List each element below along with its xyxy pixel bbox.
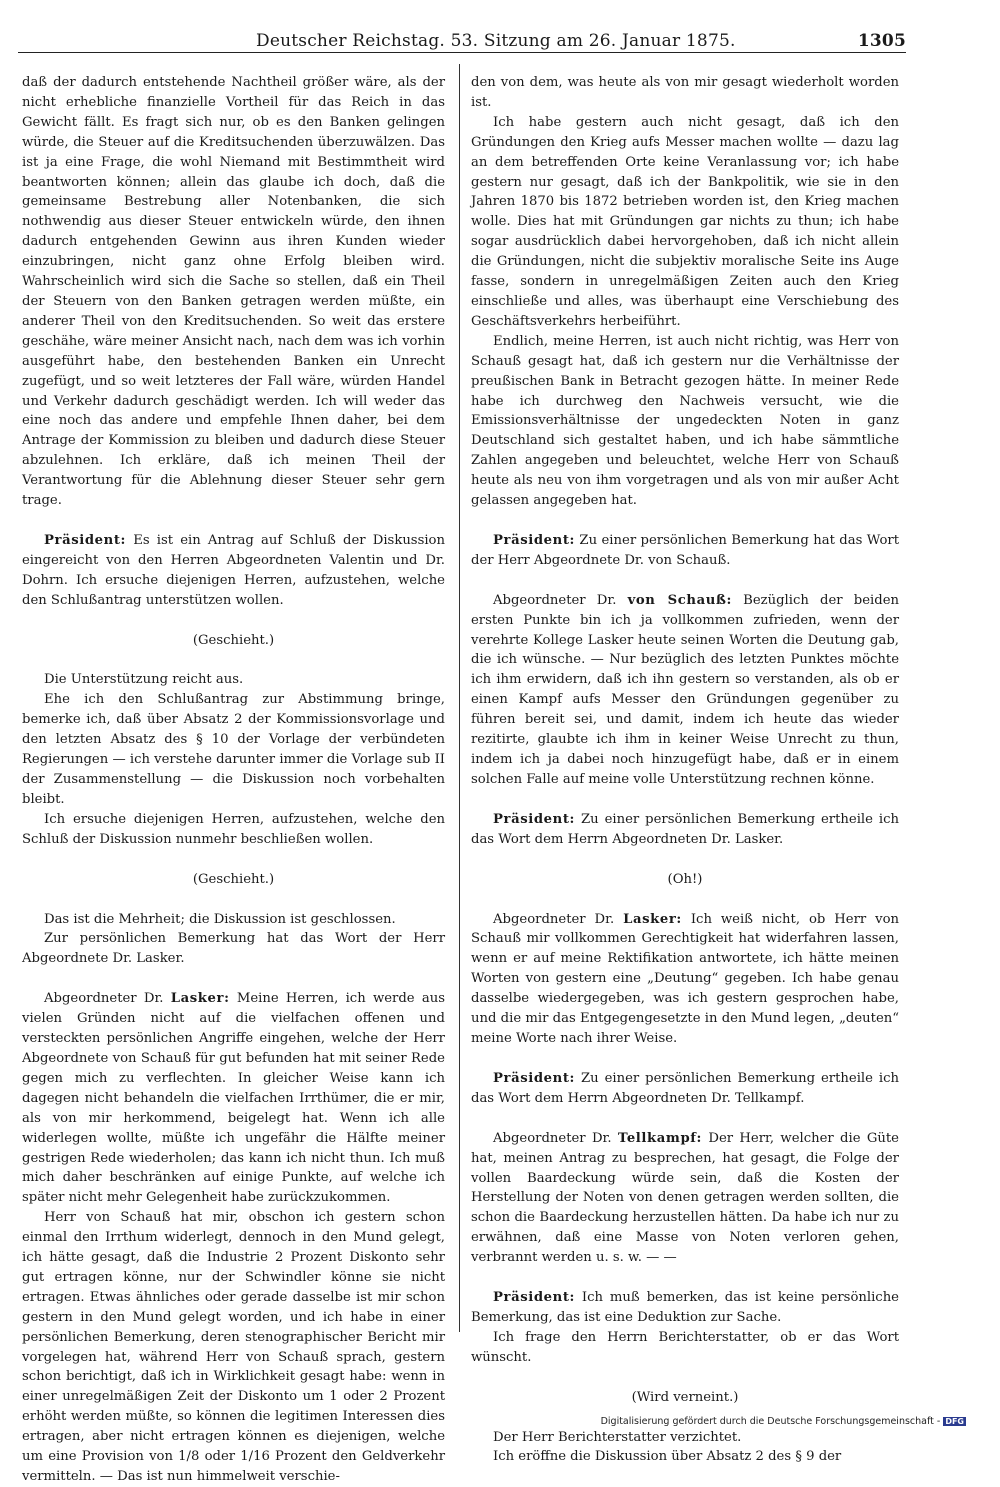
paragraph [22,531,445,611]
speaker-label: von Schauß: [627,592,732,608]
paragraph [471,591,899,790]
speech-text: Bezüglich der beiden ersten Punkte bin ich ja vollkommen zufrieden, wenn der verehrte Kollege Lasker heute seinen Worten die Deutung gab, die ich wünsche. — Nur bezüglich des letzten Punktes möchte ich ihm erwidern, daß ich ihn gestern so verstanden, als ob er einen Kampf aufs Messer den Gründungen gegenüber zu führen bereit sei, und damit, indem ich heute das wieder rezitirte, glaubte ich ihm in keiner Weise Unrecht zu thun, indem ich ja dabei noch hinzugefügt habe, daß er in einem solchen Falle auf meine volle Unterstützung rechnen könne. [471,592,899,787]
paragraph: Ich frage den Herrn Berichterstatter, ob er das Wort wünscht. [471,1329,899,1365]
speaker-prefix: Abgeordneter Dr. [493,911,624,927]
right-column [471,73,899,1467]
paragraph [471,531,899,571]
speaker-label: Präsident: [44,532,127,548]
paragraph [471,1129,899,1268]
stage-direction: (Geschieht.) [192,632,275,648]
stage-direction: (Geschieht.) [192,871,275,887]
paragraph [471,1069,899,1109]
speaker-prefix: Abgeordneter Dr. [44,991,171,1007]
paragraph: daß der dadurch entstehende Nachtheil größer wäre, als der nicht erhebliche finanzielle Vortheil für das Reich in das Gewicht fällt. Es fragt sich nur, ob es den Banken gelingen würde, die Steuer auf die Kreditsuchenden überzuwälzen. Das ist ja eine Frage, die wohl Niemand mit Bestimmtheit wird beantworten können; allein das glaube ich doch, daß die gemeinsame Bestrebung aller Notenbanken, die sich nothwendig aus dieser Steuer entwickeln würde, den ihnen dadurch entgehenden Gewinn aus ihren Kunden wieder einzubringen, nicht ganz ohne Erfolg bleiben wird. Wahrscheinlich wird sich die Sache so stellen, daß ein Theil der Steuern von den Banken getragen werden müßte, ein anderer Theil von den Kreditsuchenden. So weit das erstere geschähe, wäre meiner Ansicht nach, nach dem was ich vorhin ausgeführt habe, den bestehenden Banken ein Unrecht zugefügt, und so weit letzteres der Fall wäre, würden Handel und Verkehr dadurch geschädigt werden. Ich will weder das eine noch das andere und empfehle Ihnen daher, bei dem Antrage der Kommission zu bleiben und dadurch diese Steuer abzulehnen. Ich erkläre, daß ich meinen Theil der Verantwortung für die Ablehnung dieser Steuer sehr gern trage. [22,75,445,509]
stage-direction: (Wird verneint.) [631,1389,739,1405]
speaker-label: Präsident: [493,1070,576,1086]
speaker-prefix: Abgeordneter Dr. [493,1130,618,1146]
paragraph [471,810,899,850]
paragraph: Der Herr Berichterstatter verzichtet. [493,1429,742,1445]
speech-text: Der Herr, welcher die Güte hat, meinen Antrag zu besprechen, hat gesagt, die Folge der vollen Baardeckung würde sein, daß die Kosten der Herstellung der Noten von denen getragen werden sollten, die schon die Baardeckung herzustellen hätten. Da habe ich nur zu erwähnen, daß eine Masse von Noten verloren gehen, verbrannt werden u. s. w. — — [471,1130,899,1266]
speaker-prefix: Abgeordneter Dr. [493,592,628,608]
paragraph: Ich ersuche diejenigen Herren, aufzustehen, welche den Schluß der Diskussion nunmehr beschließen wollen. [22,811,445,847]
speech-text: Es ist ein Antrag auf Schluß der Diskussion eingereicht von den Herren Abgeordneten Valentin und Dr. Dohrn. Ich ersuche diejenigen Herren, aufzustehen, welche den Schlußantrag unterstützen wollen. [22,532,445,608]
speaker-label: Präsident: [493,1290,576,1306]
paragraph [471,1288,899,1328]
speaker-label: Präsident: [493,811,576,827]
speaker-label: Lasker: [170,991,230,1007]
paragraph: Das ist die Mehrheit; die Diskussion ist geschlossen. [44,911,396,927]
digitization-credit [601,1416,966,1427]
paragraph: Herr von Schauß hat mir, obschon ich gestern schon einmal den Irrthum widerlegt, dennoch in den Mund gelegt, ich hätte gesagt, daß die Industrie 2 Prozent Diskonto sehr gut ertragen könne, nur der Schwindler könne sie nicht ertragen. Etwas ähnliches oder gerade dasselbe ist mir schon gestern in den Mund gelegt worden, und ich habe in einer persönlichen Bemerkung, deren stenographischer Bericht mir vorgelegen hat, während Herr von Schauß sprach, gestern schon berichtigt, daß ich in Wirklichkeit gesagt habe: wenn in einer unregelmäßigen Zeit der Diskonto um 1 oder 2 Prozent erhöht werden müßte, so können die legitimen Interessen dies ertragen, aber nicht ertragen können es diejenigen, welche um eine Provision von 1/8 oder 1/16 Prozent den Geldverkehr vermitteln. — Das ist nun himmelweit verschie- [22,1210,445,1484]
speech-text: Ich weiß nicht, ob Herr von Schauß mir vollkommen Gerechtigkeit hat widerfahren lassen, wenn er auf meine Rektifikation antwortete, ich hätte meinen Worten von gestern eine „Deutung“ gegeben. Ich habe genau dasselbe wiedergegeben, was ich gestern gesprochen habe, und die mir das Entgegengesetzte in den Mund legen, „deuten“ meine Worte nach ihrer Weise. [471,911,900,1046]
paragraph: Zur persönlichen Bemerkung hat das Wort der Herr Abgeordnete Dr. Lasker. [22,931,445,967]
speaker-label: Präsident: [493,532,576,548]
stage-direction: (Oh!) [667,871,703,887]
paragraph: den von dem, was heute als von mir gesagt wiederholt worden ist. [471,75,899,110]
page-number: 1305 [857,31,906,51]
speech-text: Zu einer persönlichen Bemerkung ertheile ich das Wort dem Herrn Abgeordneten Dr. Lasker. [471,811,899,847]
paragraph: Ich eröffne die Diskussion über Absatz 2 des § 9 der [493,1449,842,1465]
paragraph [22,989,445,1208]
speaker-label: Tellkampf: [617,1130,703,1146]
speech-text: Meine Herren, ich werde aus vielen Gründen nicht auf die vielfachen offenen und versteckten persönlichen Angriffe eingehen, welche der Herr Abgeordnete von Schauß für gut befunden hat mit seiner Rede gegen mich zu verflechten. In gleicher Weise kann ich dagegen nicht behandeln die vielfachen Irrthümer, die er mir, als von mir herkommend, beigelegt hat. Wenn ich alle widerlegen wollte, müßte ich ungefähr die Hälfte meiner gestrigen Rede wiederholen; das kann ich nicht thun. Ich muß mich daher beschränken auf einige Punkte, auf welche ich später nicht mehr Gelegenheit habe zurückzukommen. [22,991,445,1206]
page-header [18,28,906,53]
left-column [22,73,445,1487]
speech-text: Ich muß bemerken, das ist keine persönliche Bemerkung, das ist eine Deduktion zur Sache. [471,1290,899,1325]
speech-text: Zu einer persönlichen Bemerkung hat das Wort der Herr Abgeordnete Dr. von Schauß. [471,532,899,568]
paragraph: Ich habe gestern auch nicht gesagt, daß ich den Gründungen den Krieg aufs Messer machen wollte — dazu lag an dem betreffenden Orte keine Veranlassung vor; ich habe gestern nur gesagt, daß ich der Bankpolitik, wie sie in den Jahren 1870 bis 1872 betrieben worden ist, den Krieg machen wolle. Dies hat mit Gründungen gar nichts zu thun; ich habe sogar ausdrücklich dabei hervorgehoben, daß ich nicht allein die Gründungen, nicht die subjektiv moralische Seite ins Auge fasse, sondern in unregelmäßigen Zeiten auch den Krieg einschließe und alles, was überhaupt eine Verschiebung des Geschäftsverkehrs herbeiführt. [471,114,899,329]
speech-text: Zu einer persönlichen Bemerkung ertheile ich das Wort dem Herrn Abgeordneten Dr. Tellkampf. [471,1070,899,1106]
paragraph: Endlich, meine Herren, ist auch nicht richtig, was Herr von Schauß gesagt hat, daß ich gestern nur die Verhältnisse der preußischen Bank in Betracht gezogen hätte. In meiner Rede habe ich durchweg den Nachweis versucht, wie die Emissionsverhältnisse der ungedeckten Noten in ganz Deutschland sich gestaltet haben, und ich habe sämmtliche Zahlen angegeben und beleuchtet, welche Herr von Schauß heute als neu von ihm vorgetragen und als von mir außer Acht gelassen angegeben hat. [471,333,899,509]
running-title: Deutscher Reichstag. 53. Sitzung am 26. Januar 1875. [256,31,736,51]
column-divider [459,64,460,1332]
paragraph: Ehe ich den Schlußantrag zur Abstimmung bringe, bemerke ich, daß über Absatz 2 der Kommissionsvorlage und den letzten Absatz des § 10 der Vorlage der verbündeten Regierungen — ich verstehe darunter immer die Vorlage sub II der Zusammenstellung — die Diskussion noch vorbehalten bleibt. [22,692,445,807]
paragraph [471,910,899,1049]
paragraph: Die Unterstützung reicht aus. [44,672,244,688]
dfg-logo: DFG [945,1417,964,1426]
speaker-label: Lasker: [623,911,682,927]
credit-text: Digitalisierung gefördert durch die Deutsche Forschungsgemeinschaft - [600,1416,941,1427]
